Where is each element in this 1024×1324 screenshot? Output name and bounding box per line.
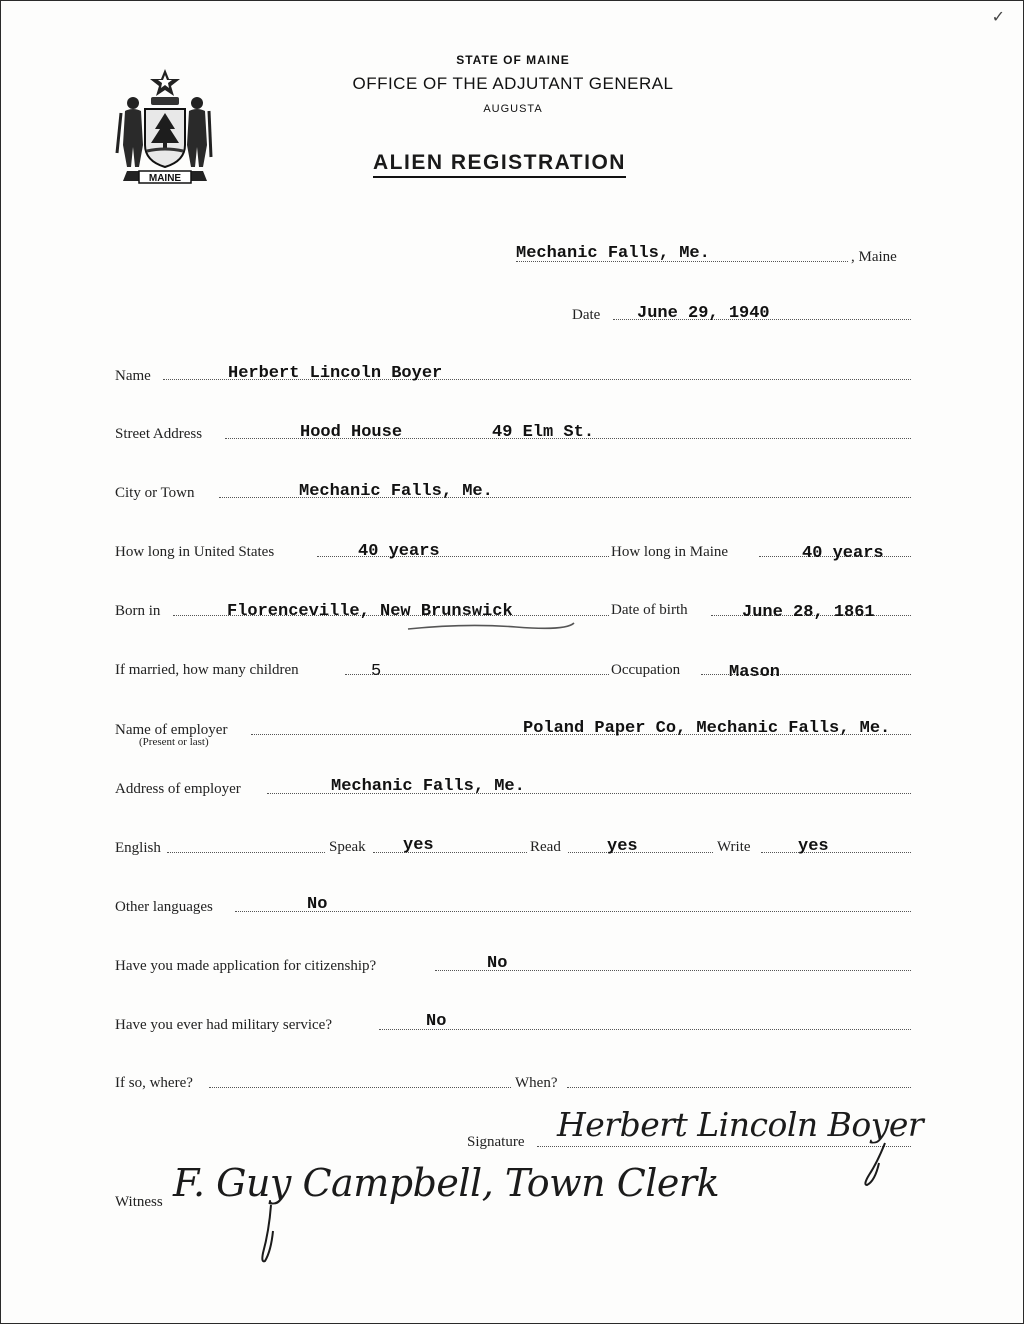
employer-sublabel: (Present or last) (139, 736, 209, 748)
speak-value: yes (403, 836, 434, 855)
check-mark: ✓ (991, 9, 1005, 26)
occupation-value: Mason (729, 663, 781, 682)
street-value-2: 49 Elm St. (492, 423, 595, 442)
dob-label: Date of birth (611, 602, 688, 618)
read-line (568, 852, 713, 853)
english-label: English (115, 840, 161, 856)
children-line (345, 674, 609, 675)
when-label: When? (515, 1075, 558, 1091)
name-label: Name (115, 368, 151, 384)
speak-label: Speak (329, 839, 366, 855)
employer-label: Name of employer (115, 722, 228, 738)
where-line (209, 1087, 511, 1088)
date-label: Date (572, 307, 601, 323)
when-line (567, 1087, 911, 1088)
military-label: Have you ever had military service? (115, 1017, 332, 1033)
form-title: ALIEN REGISTRATION (373, 151, 626, 178)
place-value: Mechanic Falls, Me. (516, 244, 710, 263)
us-years-value: 40 years (358, 542, 440, 561)
employer-value: Poland Paper Co, Mechanic Falls, Me. (523, 719, 891, 738)
signature-flourish (857, 1141, 891, 1189)
born-label: Born in (115, 603, 161, 619)
state-heading: STATE OF MAINE (456, 53, 570, 67)
dob-value: June 28, 1861 (742, 603, 875, 622)
street-label: Street Address (115, 426, 203, 442)
date-value: June 29, 1940 (637, 304, 770, 323)
city-heading: AUGUSTA (483, 103, 543, 115)
citizenship-value: No (487, 954, 508, 973)
maine-suffix: , Maine (851, 249, 897, 265)
signature-label: Signature (467, 1134, 525, 1150)
state-seal-icon (113, 67, 217, 187)
maine-years-label: How long in Maine (611, 544, 729, 560)
children-label: If married, how many children (115, 662, 299, 678)
signature-line (537, 1146, 911, 1147)
where-label: If so, where? (115, 1075, 193, 1091)
write-line (761, 852, 911, 853)
witness-label: Witness (115, 1194, 163, 1210)
street-value-1: Hood House (300, 423, 403, 442)
us-years-label: How long in United States (115, 544, 275, 560)
born-underline-mark (406, 619, 576, 633)
employer-address-value: Mechanic Falls, Me. (331, 777, 525, 796)
write-label: Write (717, 839, 751, 855)
children-value: 5 (371, 662, 382, 681)
english-line (167, 852, 325, 853)
born-value: Florenceville, New Brunswick (227, 602, 513, 621)
witness-flourish (255, 1201, 285, 1267)
city-label: City or Town (115, 485, 195, 501)
office-heading: OFFICE OF THE ADJUTANT GENERAL (352, 74, 674, 93)
occupation-label: Occupation (611, 662, 681, 678)
other-languages-label: Other languages (115, 899, 213, 915)
speak-line (373, 852, 527, 853)
employer-address-label: Address of employer (115, 781, 241, 797)
other-languages-line (235, 911, 911, 912)
maine-years-value: 40 years (802, 544, 884, 563)
read-value: yes (607, 837, 638, 856)
other-languages-value: No (307, 895, 328, 914)
name-value: Herbert Lincoln Boyer (228, 364, 443, 383)
write-value: yes (798, 837, 829, 856)
military-value: No (426, 1012, 447, 1031)
witness-value: F. Guy Campbell, Town Clerk (173, 1161, 720, 1205)
read-label: Read (530, 839, 561, 855)
city-value: Mechanic Falls, Me. (299, 482, 493, 501)
citizenship-label: Have you made application for citizenship? (115, 958, 377, 974)
military-line (379, 1029, 911, 1030)
signature-value: Herbert Lincoln Boyer (557, 1105, 924, 1144)
seal-banner-text: MAINE (148, 173, 182, 184)
